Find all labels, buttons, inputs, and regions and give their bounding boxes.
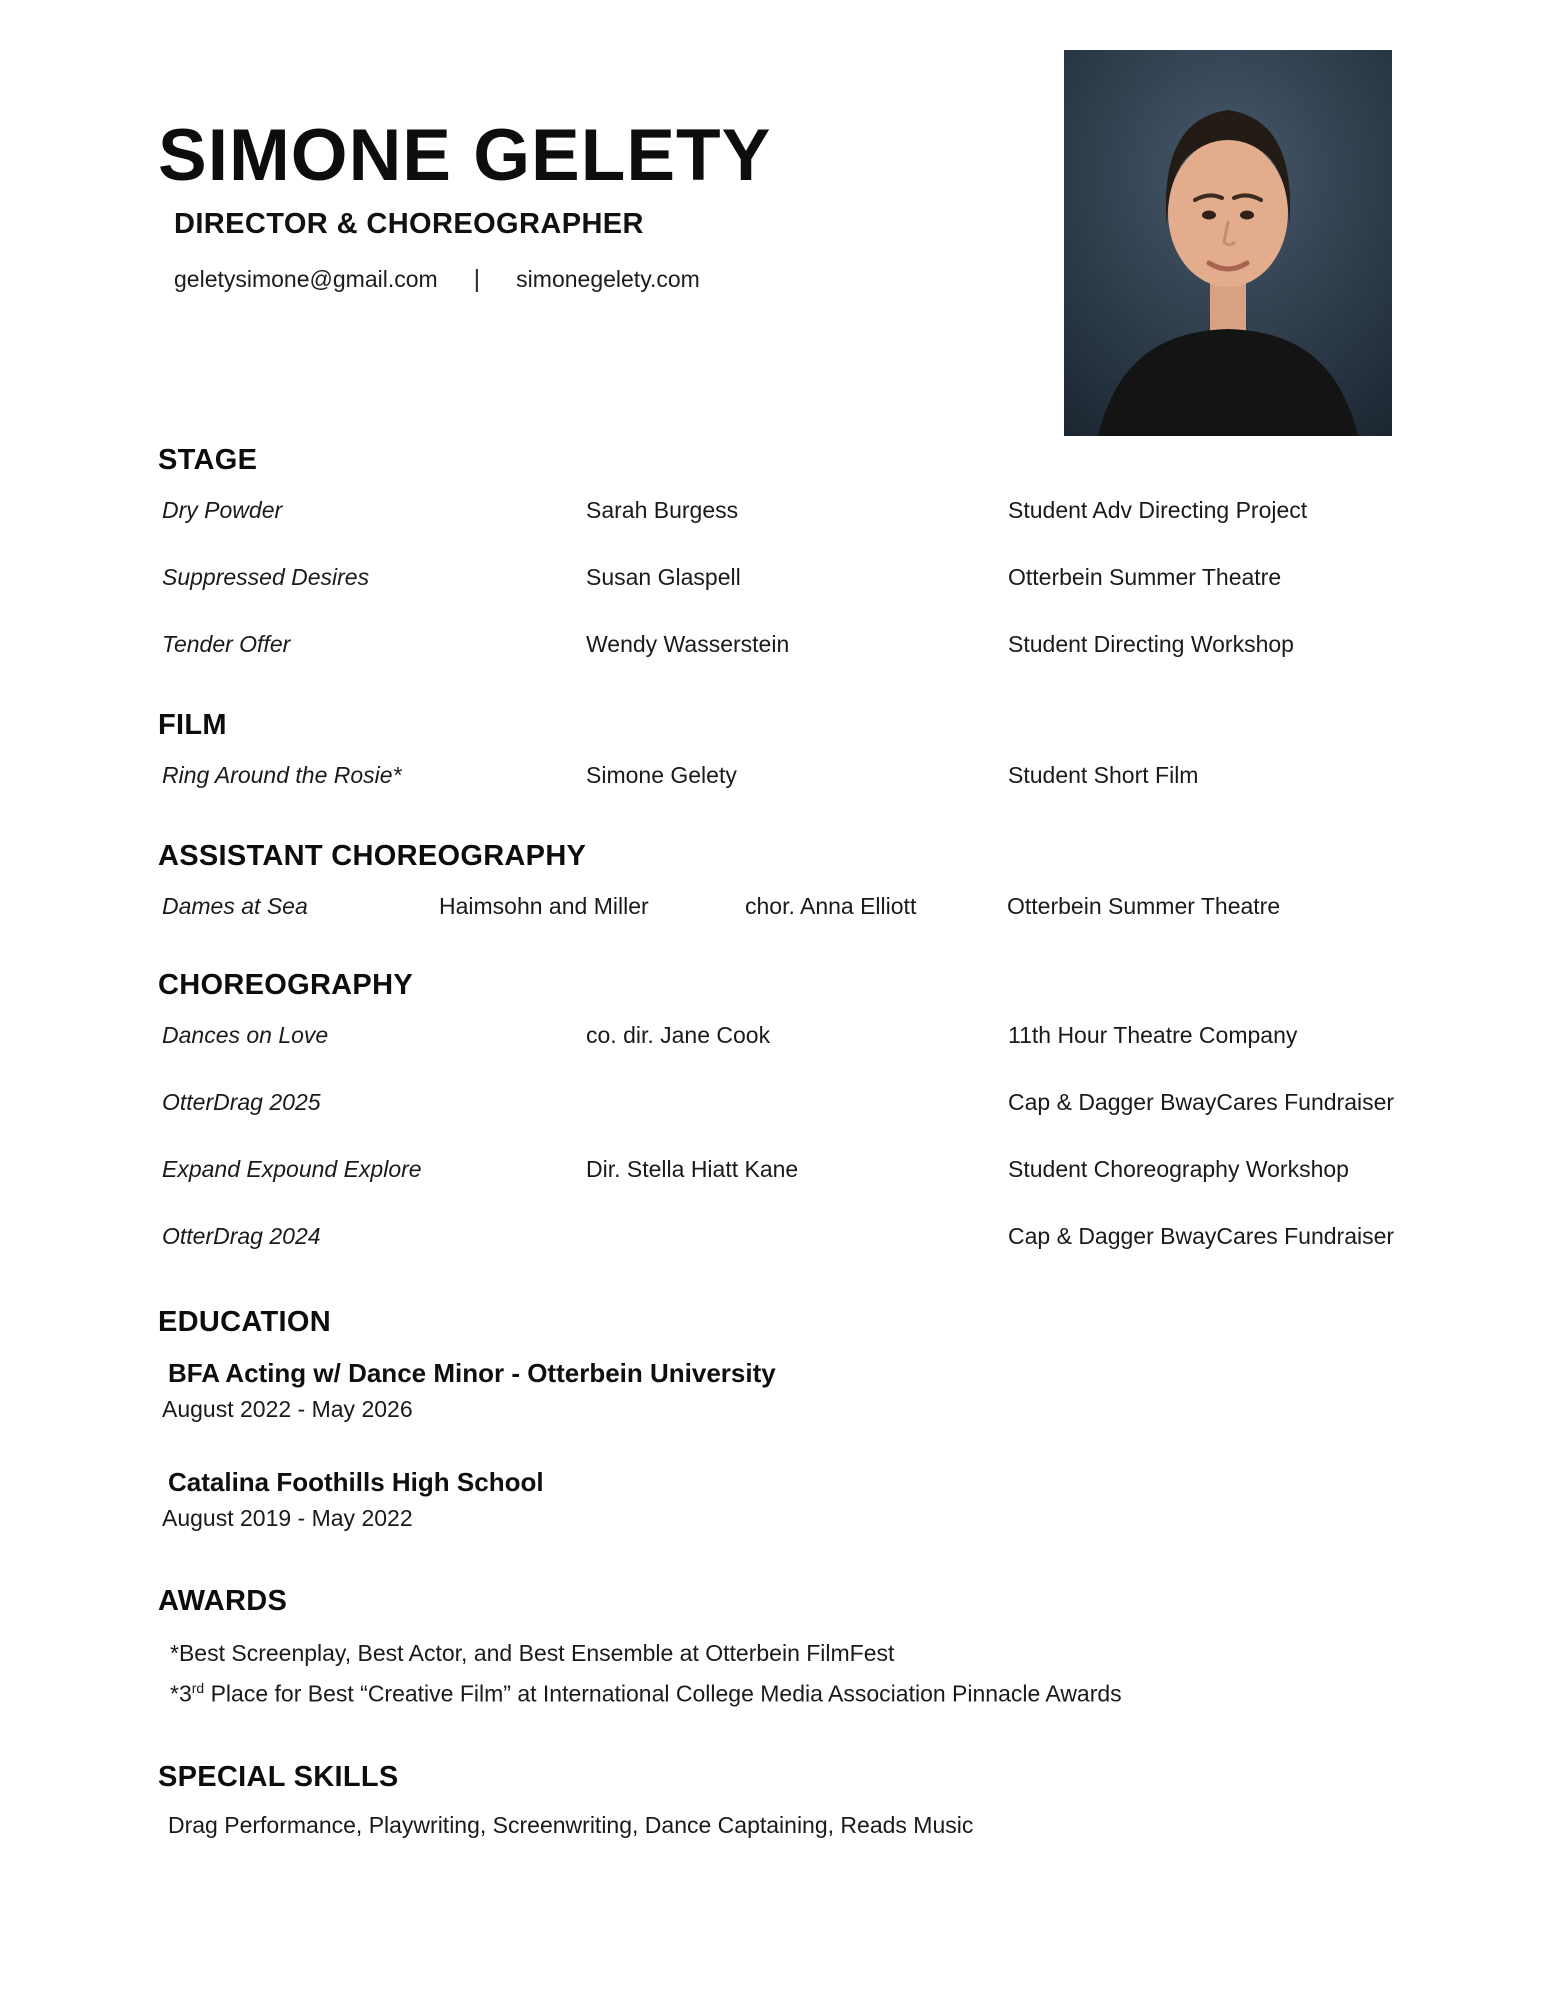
table-row <box>158 496 1485 525</box>
credit-venue: 11th Hour Theatre Company <box>1008 1022 1298 1049</box>
table-row <box>158 1222 1485 1251</box>
credit-title: Suppressed Desires <box>162 564 370 591</box>
credit-title: OtterDrag 2025 <box>162 1089 321 1116</box>
stage-rows <box>158 496 1485 659</box>
credit-title: Expand Expound Explore <box>162 1156 422 1183</box>
credit-author <box>586 1222 1008 1251</box>
credit-venue: Student Adv Directing Project <box>1008 497 1308 524</box>
website-text: simonegelety.com <box>516 266 700 293</box>
award-line <box>170 1671 1485 1712</box>
table-row <box>158 563 1485 592</box>
job-title: DIRECTOR & CHOREOGRAPHER <box>174 208 644 241</box>
section-heading-choreography: CHOREOGRAPHY <box>158 969 413 1002</box>
credit-author: Wendy Wasserstein <box>586 631 790 658</box>
special-skills-text: Drag Performance, Playwriting, Screenwriting, Dance Captaining, Reads Music <box>168 1811 974 1838</box>
awards-list <box>158 1636 1485 1712</box>
credit-title: OtterDrag 2024 <box>162 1223 321 1250</box>
credit-author <box>586 1088 1008 1117</box>
award-line: *Best Screenplay, Best Actor, and Best Ensemble at Otterbein FilmFest <box>170 1640 895 1667</box>
credit-venue: Student Short Film <box>1008 762 1199 789</box>
headshot-photo <box>1064 50 1392 436</box>
table-row <box>158 892 1485 921</box>
page-title-name: SIMONE GELETY <box>158 115 772 196</box>
credit-author: co. dir. Jane Cook <box>586 1022 771 1049</box>
credit-venue: Cap & Dagger BwayCares Fundraiser <box>1008 1223 1395 1250</box>
credit-venue: Student Directing Workshop <box>1008 631 1294 658</box>
section-heading-special-skills: SPECIAL SKILLS <box>158 1760 399 1793</box>
education-dates: August 2019 - May 2022 <box>162 1505 413 1532</box>
table-row <box>158 1155 1485 1184</box>
credit-author: Dir. Stella Hiatt Kane <box>586 1156 799 1183</box>
headshot-illustration <box>1064 50 1392 436</box>
table-row <box>158 630 1485 659</box>
education-dates: August 2022 - May 2026 <box>162 1396 413 1423</box>
table-row <box>158 1021 1485 1050</box>
credit-title: Tender Offer <box>162 631 291 658</box>
section-heading-film: FILM <box>158 709 227 742</box>
credit-author: Sarah Burgess <box>586 497 739 524</box>
credit-venue: Student Choreography Workshop <box>1008 1156 1349 1183</box>
credit-title: Dry Powder <box>162 497 283 524</box>
education-entry <box>158 1358 1485 1423</box>
award-line-prefix: *3 <box>170 1680 192 1707</box>
table-row <box>158 1088 1485 1117</box>
credit-title: Ring Around the Rosie* <box>162 762 402 789</box>
education-school: BFA Acting w/ Dance Minor - Otterbein University <box>168 1358 776 1389</box>
credit-author: Susan Glaspell <box>586 564 741 591</box>
table-row <box>158 761 1485 790</box>
education-entry <box>158 1467 1485 1532</box>
credit-title: Dames at Sea <box>162 893 308 920</box>
email-text: geletysimone@gmail.com <box>174 266 438 293</box>
assistant-choreography-rows <box>158 892 1485 921</box>
section-heading-awards: AWARDS <box>158 1585 288 1618</box>
award-line-rest: Place for Best “Creative Film” at International College Media Association Pinnacle Awards <box>204 1680 1122 1707</box>
choreography-rows <box>158 1021 1485 1251</box>
section-heading-stage: STAGE <box>158 444 258 477</box>
credit-author: Haimsohn and Miller <box>439 893 649 920</box>
film-rows <box>158 761 1485 790</box>
credit-choreographer: chor. Anna Elliott <box>745 893 917 920</box>
credit-venue: Cap & Dagger BwayCares Fundraiser <box>1008 1089 1395 1116</box>
contact-separator: | <box>473 265 481 294</box>
award-line-superscript: rd <box>191 1680 205 1697</box>
credit-title: Dances on Love <box>162 1022 329 1049</box>
credit-venue: Otterbein Summer Theatre <box>1008 564 1282 591</box>
credit-author: Simone Gelety <box>586 762 737 789</box>
credit-venue: Otterbein Summer Theatre <box>1007 893 1281 920</box>
education-school: Catalina Foothills High School <box>168 1467 544 1498</box>
section-heading-education: EDUCATION <box>158 1306 331 1339</box>
section-heading-assistant-choreography: ASSISTANT CHOREOGRAPHY <box>158 840 587 873</box>
